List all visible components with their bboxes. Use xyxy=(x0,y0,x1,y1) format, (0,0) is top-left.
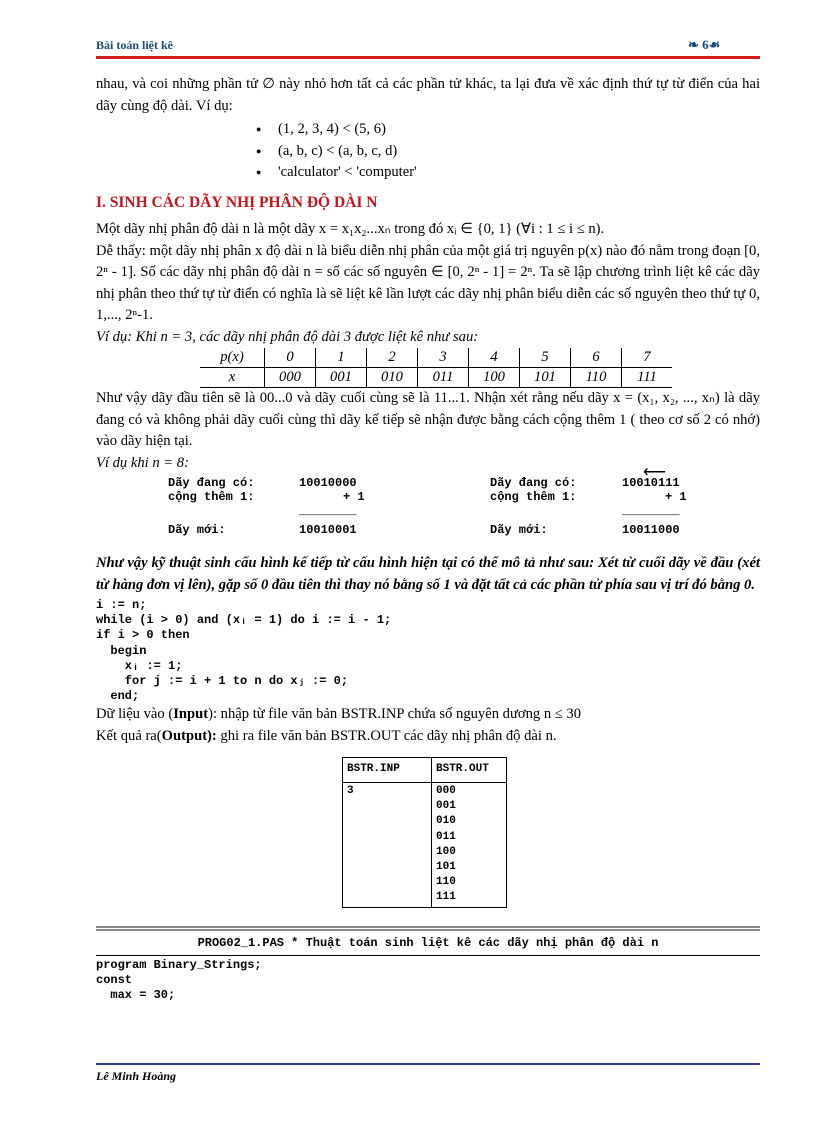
example-item: ● (1, 2, 3, 4) < (5, 6) xyxy=(256,119,760,141)
table-cell: 3 xyxy=(418,348,469,368)
input-description xyxy=(96,704,760,726)
output-prefix: Kết quả ra( xyxy=(96,727,162,744)
row-label: p(x) xyxy=(200,348,265,368)
output-description xyxy=(96,726,760,748)
input-keyword: Input xyxy=(173,706,209,723)
io-example-table xyxy=(342,757,507,907)
header-title: Bài toán liệt kê xyxy=(96,38,173,52)
output-keyword: Output): xyxy=(161,727,217,744)
binary-table xyxy=(200,348,672,388)
footer-author: Lê Minh Hoàng xyxy=(96,1069,177,1083)
header-rule xyxy=(96,56,760,59)
calc-left-label2: cộng thêm 1: xyxy=(168,490,255,504)
calc-left-value3: 10010001 xyxy=(299,523,357,537)
example-caption: Ví dụ: Khi n = 3, các dãy nhị phân độ dài 3 được liệt kê như sau: xyxy=(96,328,479,345)
table-cell: 0 xyxy=(265,348,316,368)
table-row xyxy=(200,348,672,368)
rule-description: Như vậy kỹ thuật sinh cấu hình kế tiếp từ cấu hình hiện tại có thể mô tả như sau: Xét từ cuối dãy về đầu (xét từ hàng đơn vị lên), gặp số 0 đầu tiên thì thay nó bằng số 1 và đặt tất cả các phần tử phía sau vị trí đó bằng 0. xyxy=(96,555,760,593)
page-content xyxy=(96,74,760,1004)
calc-right-label3: Dãy mới: xyxy=(490,523,548,537)
section-title: I. SINH CÁC DÃY NHỊ PHÂN ĐỘ DÀI N xyxy=(96,193,378,211)
output-suffix: ghi ra file văn bản BSTR.OUT các dãy nhị phân độ dài n. xyxy=(216,727,557,744)
example-item: ● (a, b, c) < (a, b, c, d) xyxy=(256,141,760,163)
input-line: 3 xyxy=(347,784,354,797)
table-cell: 010 xyxy=(367,368,418,388)
table-cell: 110 xyxy=(571,368,622,388)
table-header-row xyxy=(343,758,507,783)
table-cell: 111 xyxy=(622,368,673,388)
paragraph-explanation: Dễ thấy: một dãy nhị phân x độ dài n là biểu diễn nhị phân của một giá trị nguyên p(x) nào đó nằm trong đoạn [0, 2ⁿ - 1]. Số các dãy nhị phân độ dài n = số các số nguyên ∈ [0, 2ⁿ - 1] = 2ⁿ. Ta sẽ lập chương trình liệt kê các dãy nhị phân theo thứ tự từ điển có nghĩa là sẽ liệt kê lần lượt các dãy nhị phân biểu diễn các số nguyên theo thứ tự 0, 1,..., 2ⁿ-1. xyxy=(96,242,760,323)
output-values xyxy=(432,782,507,907)
paragraph-next: Như vậy dãy đầu tiên sẽ là 00...0 và dãy cuối cùng sẽ là 11...1. Nhận xét rằng nếu dãy x = (x₁, x₂, ..., xₙ) là dãy đang có và không phải dãy cuối cùng thì dãy kế tiếp sẽ nhận được bằng cách cộng thêm 1 ( theo cơ số 2 có nhớ) vào dãy hiện tại. xyxy=(96,390,760,449)
intro-paragraph: nhau, và coi những phần tử ∅ này nhỏ hơn tất cả các phần tử khác, ta lại đưa về xác định thứ tự từ điển của hai dãy cùng độ dài. Ví dụ: xyxy=(96,76,760,114)
left-arrow-icon: ⟵ xyxy=(643,464,666,481)
calc-left-label1: Dãy đang có: xyxy=(168,476,255,490)
calc-right-label2: cộng thêm 1: xyxy=(490,490,577,504)
program-title: PROG02_1.PAS * Thuật toán sinh liệt kê các dãy nhị phân độ dài n xyxy=(197,935,659,950)
table-cell: 2 xyxy=(367,348,418,368)
table-cell: 1 xyxy=(316,348,367,368)
table-row xyxy=(343,782,507,907)
addition-example xyxy=(96,464,760,546)
calc-right-value2: + 1 xyxy=(665,490,687,504)
output-line: 110 xyxy=(436,876,456,889)
algorithm-code: i := n; while (i > 0) and (xᵢ = 1) do i := i - 1; if i > 0 then begin xᵢ := 1; for j := i + 1 to n do xⱼ := 0; end; xyxy=(96,598,392,704)
input-suffix: ): nhập từ file văn bản BSTR.INP chứa số nguyên dương n ≤ 30 xyxy=(208,706,582,723)
calc-right-value1: 10010111 xyxy=(622,476,680,490)
footer-rule xyxy=(96,1063,760,1065)
table-cell: 100 xyxy=(469,368,520,388)
output-line: 111 xyxy=(436,891,456,904)
calc-left-separator: ________ xyxy=(299,504,357,518)
program-code: program Binary_Strings; const max = 30; xyxy=(96,958,262,1003)
paragraph-definition: Một dãy nhị phân độ dài n là một dãy x = x₁x₂...xₙ trong đó xᵢ ∈ {0, 1} (∀i : 1 ≤ i ≤ n). xyxy=(96,221,605,237)
calc-left-label3: Dãy mới: xyxy=(168,523,226,537)
calc-left-value1: 10010000 xyxy=(299,476,357,490)
table-cell: 101 xyxy=(520,368,571,388)
page-number: ❧ 6☙ xyxy=(688,37,721,52)
output-line: 000 xyxy=(436,784,456,797)
table-cell: 4 xyxy=(469,348,520,368)
example2-caption: Ví dụ khi n = 8: xyxy=(96,454,189,471)
calc-right-value3: 10011000 xyxy=(622,523,680,537)
header-input-file: BSTR.INP xyxy=(343,758,432,783)
table-row xyxy=(200,368,672,388)
calc-right-label1: Dãy đang có: xyxy=(490,476,577,490)
examples-list xyxy=(256,119,760,184)
output-line: 011 xyxy=(436,830,456,843)
calc-right-separator: ________ xyxy=(622,504,680,518)
table-cell: 011 xyxy=(418,368,469,388)
output-line: 010 xyxy=(436,815,456,828)
output-line: 101 xyxy=(436,860,456,873)
table-cell: 5 xyxy=(520,348,571,368)
input-prefix: Dữ liệu vào ( xyxy=(96,706,174,723)
table-cell: 6 xyxy=(571,348,622,368)
table-cell: 001 xyxy=(316,368,367,388)
table-cell: 7 xyxy=(622,348,673,368)
input-value xyxy=(343,782,432,907)
table-cell: 000 xyxy=(265,368,316,388)
calc-left-value2: + 1 xyxy=(343,490,365,504)
program-title-bar xyxy=(96,926,760,957)
output-line: 100 xyxy=(436,845,456,858)
header-output-file: BSTR.OUT xyxy=(432,758,507,783)
row-label: x xyxy=(200,368,265,388)
output-line: 001 xyxy=(436,800,456,813)
example-item: ● 'calculator' < 'computer' xyxy=(256,162,760,184)
